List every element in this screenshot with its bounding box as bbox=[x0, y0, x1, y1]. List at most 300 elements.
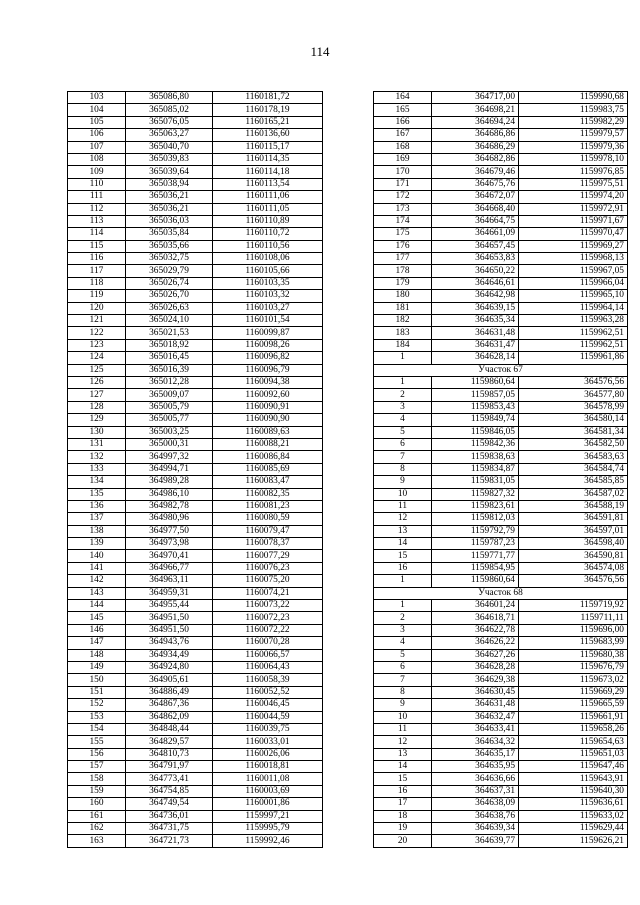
point-number: 137 bbox=[68, 513, 126, 525]
coordinate-x: 1159849,74 bbox=[432, 414, 519, 426]
point-number: 160 bbox=[68, 798, 126, 810]
table-row bbox=[68, 203, 323, 215]
coordinate-x: 365000,31 bbox=[126, 438, 213, 450]
point-number: 9 bbox=[374, 699, 432, 711]
coordinate-x: 364668,40 bbox=[432, 203, 519, 215]
coordinate-x: 365012,28 bbox=[126, 376, 213, 388]
point-number: 110 bbox=[68, 178, 126, 190]
table-row bbox=[374, 835, 628, 847]
section-header-row bbox=[374, 587, 628, 599]
table-row bbox=[374, 773, 628, 785]
coordinate-y: 1159990,68 bbox=[519, 92, 628, 104]
point-number: 139 bbox=[68, 538, 126, 550]
coordinate-x: 1159834,87 bbox=[432, 463, 519, 475]
point-number: 175 bbox=[374, 228, 432, 240]
coordinate-y: 364577,80 bbox=[519, 389, 628, 401]
point-number: 8 bbox=[374, 463, 432, 475]
table-row bbox=[68, 327, 323, 339]
point-number: 154 bbox=[68, 723, 126, 735]
point-number: 6 bbox=[374, 438, 432, 450]
point-number: 178 bbox=[374, 265, 432, 277]
table-row bbox=[374, 178, 628, 190]
coordinate-x: 365085,02 bbox=[126, 104, 213, 116]
coordinate-y: 1160072,22 bbox=[213, 624, 323, 636]
coordinate-x: 364966,77 bbox=[126, 562, 213, 574]
point-number: 13 bbox=[374, 748, 432, 760]
coordinate-y: 1160064,43 bbox=[213, 661, 323, 673]
point-number: 161 bbox=[68, 810, 126, 822]
coordinate-x: 364633,41 bbox=[432, 723, 519, 735]
coordinate-y: 1160115,17 bbox=[213, 141, 323, 153]
coordinate-y: 1160110,72 bbox=[213, 228, 323, 240]
table-row bbox=[374, 141, 628, 153]
coordinate-x: 364679,46 bbox=[432, 166, 519, 178]
coordinate-y: 1160039,75 bbox=[213, 723, 323, 735]
coordinate-x: 364639,34 bbox=[432, 823, 519, 835]
coordinate-x: 365024,10 bbox=[126, 315, 213, 327]
coordinate-y: 1160077,29 bbox=[213, 550, 323, 562]
table-row bbox=[68, 302, 323, 314]
point-number: 182 bbox=[374, 315, 432, 327]
coordinate-y: 1160003,69 bbox=[213, 785, 323, 797]
table-row bbox=[374, 661, 628, 673]
point-number: 127 bbox=[68, 389, 126, 401]
coordinate-x: 364650,22 bbox=[432, 265, 519, 277]
table-row bbox=[68, 426, 323, 438]
coordinate-x: 364657,45 bbox=[432, 240, 519, 252]
coordinate-y: 1160073,22 bbox=[213, 600, 323, 612]
point-number: 7 bbox=[374, 674, 432, 686]
table-row bbox=[68, 129, 323, 141]
coordinate-x: 364982,78 bbox=[126, 500, 213, 512]
coordinate-x: 364682,86 bbox=[432, 153, 519, 165]
point-number: 126 bbox=[68, 376, 126, 388]
table-row bbox=[374, 823, 628, 835]
coordinate-y: 1159971,67 bbox=[519, 215, 628, 227]
point-number: 123 bbox=[68, 339, 126, 351]
coordinate-x: 364628,14 bbox=[432, 352, 519, 364]
point-number: 15 bbox=[374, 550, 432, 562]
point-number: 121 bbox=[68, 315, 126, 327]
coordinate-x: 1159812,03 bbox=[432, 513, 519, 525]
coordinate-x: 365086,80 bbox=[126, 92, 213, 104]
coordinate-x: 1159823,61 bbox=[432, 500, 519, 512]
table-row bbox=[374, 711, 628, 723]
coordinate-x: 1159771,77 bbox=[432, 550, 519, 562]
coordinate-x: 365016,39 bbox=[126, 364, 213, 376]
point-number: 5 bbox=[374, 649, 432, 661]
coordinate-y: 1160072,23 bbox=[213, 612, 323, 624]
point-number: 112 bbox=[68, 203, 126, 215]
table-row bbox=[374, 191, 628, 203]
coordinate-x: 364867,36 bbox=[126, 699, 213, 711]
coordinate-x: 365035,66 bbox=[126, 240, 213, 252]
point-number: 164 bbox=[374, 92, 432, 104]
coordinate-y: 1159969,27 bbox=[519, 240, 628, 252]
point-number: 143 bbox=[68, 587, 126, 599]
point-number: 135 bbox=[68, 488, 126, 500]
coordinate-y: 364583,63 bbox=[519, 451, 628, 463]
coordinate-x: 364994,71 bbox=[126, 463, 213, 475]
point-number: 156 bbox=[68, 748, 126, 760]
table-row bbox=[374, 290, 628, 302]
coordinate-x: 364636,66 bbox=[432, 773, 519, 785]
coordinate-y: 364590,81 bbox=[519, 550, 628, 562]
table-row bbox=[68, 215, 323, 227]
coordinate-y: 1159962,51 bbox=[519, 327, 628, 339]
coordinate-x: 364622,78 bbox=[432, 624, 519, 636]
coordinate-x: 365005,79 bbox=[126, 401, 213, 413]
coordinate-x: 365005,77 bbox=[126, 414, 213, 426]
coordinate-x: 365029,79 bbox=[126, 265, 213, 277]
table-row bbox=[374, 104, 628, 116]
coordinate-x: 364773,41 bbox=[126, 773, 213, 785]
point-number: 122 bbox=[68, 327, 126, 339]
coordinate-x: 364639,15 bbox=[432, 302, 519, 314]
table-row bbox=[374, 253, 628, 265]
coordinate-y: 364576,56 bbox=[519, 575, 628, 587]
coordinate-y: 364581,34 bbox=[519, 426, 628, 438]
coordinate-x: 364637,31 bbox=[432, 785, 519, 797]
point-number: 105 bbox=[68, 116, 126, 128]
table-row bbox=[374, 352, 628, 364]
table-row bbox=[374, 513, 628, 525]
point-number: 3 bbox=[374, 401, 432, 413]
point-number: 167 bbox=[374, 129, 432, 141]
coordinate-y: 1159658,26 bbox=[519, 723, 628, 735]
coordinate-y: 1159974,20 bbox=[519, 191, 628, 203]
point-number: 181 bbox=[374, 302, 432, 314]
point-number: 1 bbox=[374, 600, 432, 612]
point-number: 107 bbox=[68, 141, 126, 153]
table-row bbox=[374, 339, 628, 351]
point-number: 142 bbox=[68, 575, 126, 587]
point-number: 145 bbox=[68, 612, 126, 624]
point-number: 177 bbox=[374, 253, 432, 265]
coordinate-y: 1160066,57 bbox=[213, 649, 323, 661]
point-number: 14 bbox=[374, 761, 432, 773]
coordinate-y: 1160114,18 bbox=[213, 166, 323, 178]
point-number: 117 bbox=[68, 265, 126, 277]
table-row bbox=[374, 550, 628, 562]
table-row bbox=[68, 376, 323, 388]
point-number: 152 bbox=[68, 699, 126, 711]
coordinate-x: 365026,74 bbox=[126, 277, 213, 289]
table-row bbox=[374, 785, 628, 797]
table-row bbox=[374, 414, 628, 426]
table-row bbox=[68, 723, 323, 735]
table-row bbox=[68, 661, 323, 673]
coordinate-y: 1160080,59 bbox=[213, 513, 323, 525]
coordinates-table-left bbox=[67, 91, 323, 848]
point-number: 12 bbox=[374, 513, 432, 525]
point-number: 19 bbox=[374, 823, 432, 835]
point-number: 11 bbox=[374, 723, 432, 735]
coordinate-y: 1160046,45 bbox=[213, 699, 323, 711]
coordinate-x: 364721,73 bbox=[126, 835, 213, 847]
point-number: 140 bbox=[68, 550, 126, 562]
table-row bbox=[68, 228, 323, 240]
coordinate-y: 1160094,38 bbox=[213, 376, 323, 388]
coordinate-y: 1160090,90 bbox=[213, 414, 323, 426]
table-row bbox=[68, 612, 323, 624]
point-number: 157 bbox=[68, 761, 126, 773]
coordinate-y: 1160108,06 bbox=[213, 253, 323, 265]
point-number: 125 bbox=[68, 364, 126, 376]
table-row bbox=[374, 228, 628, 240]
point-number: 179 bbox=[374, 277, 432, 289]
table-row bbox=[68, 104, 323, 116]
coordinate-x: 364635,34 bbox=[432, 315, 519, 327]
table-row bbox=[374, 488, 628, 500]
table-row bbox=[68, 92, 323, 104]
table-row bbox=[374, 302, 628, 314]
table-row bbox=[68, 699, 323, 711]
coordinate-y: 1159683,99 bbox=[519, 637, 628, 649]
coordinate-y: 1159975,51 bbox=[519, 178, 628, 190]
coordinate-y: 1159669,29 bbox=[519, 686, 628, 698]
point-number: 106 bbox=[68, 129, 126, 141]
coordinate-y: 1160089,63 bbox=[213, 426, 323, 438]
point-number: 119 bbox=[68, 290, 126, 302]
coordinate-x: 364977,50 bbox=[126, 525, 213, 537]
point-number: 1 bbox=[374, 376, 432, 388]
coordinate-x: 364886,49 bbox=[126, 686, 213, 698]
coordinate-x: 364686,86 bbox=[432, 129, 519, 141]
coordinate-y: 1159972,91 bbox=[519, 203, 628, 215]
coordinate-x: 364810,73 bbox=[126, 748, 213, 760]
coordinate-x: 364959,31 bbox=[126, 587, 213, 599]
point-number: 150 bbox=[68, 674, 126, 686]
point-number: 113 bbox=[68, 215, 126, 227]
coordinate-y: 1160101,54 bbox=[213, 315, 323, 327]
coordinate-y: 1159963,28 bbox=[519, 315, 628, 327]
coordinate-x: 364631,47 bbox=[432, 339, 519, 351]
point-number: 115 bbox=[68, 240, 126, 252]
point-number: 128 bbox=[68, 401, 126, 413]
table-row bbox=[374, 637, 628, 649]
coordinate-y: 1160058,39 bbox=[213, 674, 323, 686]
coordinate-x: 1159846,05 bbox=[432, 426, 519, 438]
coordinate-y: 364598,40 bbox=[519, 538, 628, 550]
point-number: 1 bbox=[374, 352, 432, 364]
point-number: 2 bbox=[374, 389, 432, 401]
table-row bbox=[68, 389, 323, 401]
table-row bbox=[374, 500, 628, 512]
coordinate-y: 1159680,38 bbox=[519, 649, 628, 661]
coordinate-x: 364997,32 bbox=[126, 451, 213, 463]
table-row bbox=[68, 166, 323, 178]
table-row bbox=[68, 550, 323, 562]
coordinate-x: 1159792,79 bbox=[432, 525, 519, 537]
point-number: 171 bbox=[374, 178, 432, 190]
coordinate-y: 1159636,61 bbox=[519, 798, 628, 810]
coordinate-x: 364631,48 bbox=[432, 327, 519, 339]
coordinate-x: 364989,28 bbox=[126, 476, 213, 488]
point-number: 103 bbox=[68, 92, 126, 104]
point-number: 172 bbox=[374, 191, 432, 203]
table-row bbox=[374, 761, 628, 773]
table-row bbox=[374, 203, 628, 215]
coordinate-x: 365026,70 bbox=[126, 290, 213, 302]
point-number: 9 bbox=[374, 476, 432, 488]
coordinate-x: 1159854,95 bbox=[432, 562, 519, 574]
coordinate-y: 364580,14 bbox=[519, 414, 628, 426]
point-number: 16 bbox=[374, 562, 432, 574]
point-number: 162 bbox=[68, 823, 126, 835]
coordinate-x: 365039,64 bbox=[126, 166, 213, 178]
coordinate-x: 365040,70 bbox=[126, 141, 213, 153]
table-row bbox=[68, 240, 323, 252]
section-header-row bbox=[374, 364, 628, 376]
table-row bbox=[68, 761, 323, 773]
point-number: 176 bbox=[374, 240, 432, 252]
coordinate-y: 1160096,82 bbox=[213, 352, 323, 364]
coordinate-y: 1160103,27 bbox=[213, 302, 323, 314]
point-number: 5 bbox=[374, 426, 432, 438]
coordinate-y: 1160085,69 bbox=[213, 463, 323, 475]
coordinate-x: 364905,61 bbox=[126, 674, 213, 686]
coordinate-y: 1160114,35 bbox=[213, 153, 323, 165]
coordinate-x: 364630,45 bbox=[432, 686, 519, 698]
coordinate-x: 364626,22 bbox=[432, 637, 519, 649]
coordinate-y: 1160070,28 bbox=[213, 637, 323, 649]
coordinate-x: 364986,10 bbox=[126, 488, 213, 500]
coordinate-x: 364731,75 bbox=[126, 823, 213, 835]
coordinate-x: 365003,25 bbox=[126, 426, 213, 438]
table-row bbox=[374, 562, 628, 574]
point-number: 158 bbox=[68, 773, 126, 785]
coordinate-y: 1159711,11 bbox=[519, 612, 628, 624]
point-number: 108 bbox=[68, 153, 126, 165]
table-row bbox=[68, 686, 323, 698]
coordinate-x: 364791,97 bbox=[126, 761, 213, 773]
coordinate-y: 364585,85 bbox=[519, 476, 628, 488]
coordinate-y: 1160088,21 bbox=[213, 438, 323, 450]
coordinates-table-right bbox=[373, 91, 628, 848]
coordinate-y: 1159976,85 bbox=[519, 166, 628, 178]
coordinate-y: 1160111,06 bbox=[213, 191, 323, 203]
table-row bbox=[68, 153, 323, 165]
point-number: 3 bbox=[374, 624, 432, 636]
point-number: 144 bbox=[68, 600, 126, 612]
point-number: 15 bbox=[374, 773, 432, 785]
point-number: 151 bbox=[68, 686, 126, 698]
table-row bbox=[68, 587, 323, 599]
coordinate-x: 364601,24 bbox=[432, 600, 519, 612]
coordinate-x: 1159860,64 bbox=[432, 376, 519, 388]
point-number: 118 bbox=[68, 277, 126, 289]
table-row bbox=[68, 277, 323, 289]
coordinate-x: 364646,61 bbox=[432, 277, 519, 289]
coordinate-x: 365021,53 bbox=[126, 327, 213, 339]
table-row bbox=[68, 500, 323, 512]
point-number: 133 bbox=[68, 463, 126, 475]
table-row bbox=[68, 835, 323, 847]
table-row bbox=[374, 129, 628, 141]
point-number: 174 bbox=[374, 215, 432, 227]
coordinate-y: 1159673,02 bbox=[519, 674, 628, 686]
coordinate-x: 364943,76 bbox=[126, 637, 213, 649]
table-row bbox=[374, 315, 628, 327]
coordinate-y: 1160079,47 bbox=[213, 525, 323, 537]
coordinate-y: 1159968,13 bbox=[519, 253, 628, 265]
table-row bbox=[68, 810, 323, 822]
table-row bbox=[374, 277, 628, 289]
coordinate-x: 364653,83 bbox=[432, 253, 519, 265]
coordinate-y: 1160074,21 bbox=[213, 587, 323, 599]
table-row bbox=[68, 178, 323, 190]
coordinate-y: 1159640,30 bbox=[519, 785, 628, 797]
table-row bbox=[374, 327, 628, 339]
point-number: 14 bbox=[374, 538, 432, 550]
coordinate-y: 1159633,02 bbox=[519, 810, 628, 822]
coordinate-y: 1159654,63 bbox=[519, 736, 628, 748]
table-row bbox=[68, 649, 323, 661]
coordinate-y: 1159643,91 bbox=[519, 773, 628, 785]
table-row bbox=[68, 674, 323, 686]
point-number: 166 bbox=[374, 116, 432, 128]
coordinate-x: 364694,24 bbox=[432, 116, 519, 128]
table-row bbox=[68, 798, 323, 810]
coordinate-x: 364970,41 bbox=[126, 550, 213, 562]
coordinate-x: 1159838,63 bbox=[432, 451, 519, 463]
coordinate-x: 365036,21 bbox=[126, 191, 213, 203]
coordinate-y: 1159629,44 bbox=[519, 823, 628, 835]
coordinate-x: 364749,54 bbox=[126, 798, 213, 810]
coordinate-y: 1159982,29 bbox=[519, 116, 628, 128]
coordinate-y: 1160026,06 bbox=[213, 748, 323, 760]
coordinate-x: 364848,44 bbox=[126, 723, 213, 735]
table-row bbox=[68, 401, 323, 413]
coordinate-y: 1160083,47 bbox=[213, 476, 323, 488]
point-number: 10 bbox=[374, 488, 432, 500]
coordinate-y: 1160075,20 bbox=[213, 575, 323, 587]
table-row bbox=[374, 810, 628, 822]
coordinate-y: 1160044,59 bbox=[213, 711, 323, 723]
table-row bbox=[68, 488, 323, 500]
table-row bbox=[374, 538, 628, 550]
coordinate-x: 364634,32 bbox=[432, 736, 519, 748]
coordinate-x: 364638,76 bbox=[432, 810, 519, 822]
coordinate-y: 364578,99 bbox=[519, 401, 628, 413]
coordinate-y: 364574,08 bbox=[519, 562, 628, 574]
table-row bbox=[68, 637, 323, 649]
table-row bbox=[374, 426, 628, 438]
point-number: 168 bbox=[374, 141, 432, 153]
point-number: 2 bbox=[374, 612, 432, 624]
coordinate-x: 364638,09 bbox=[432, 798, 519, 810]
coordinate-x: 364717,00 bbox=[432, 92, 519, 104]
coordinate-x: 364631,48 bbox=[432, 699, 519, 711]
table-row bbox=[374, 723, 628, 735]
table-row bbox=[68, 463, 323, 475]
point-number: 124 bbox=[68, 352, 126, 364]
table-row bbox=[374, 92, 628, 104]
point-number: 148 bbox=[68, 649, 126, 661]
coordinate-x: 365039,83 bbox=[126, 153, 213, 165]
point-number: 18 bbox=[374, 810, 432, 822]
coordinate-y: 1159983,75 bbox=[519, 104, 628, 116]
point-number: 163 bbox=[68, 835, 126, 847]
table-row bbox=[374, 736, 628, 748]
point-number: 8 bbox=[374, 686, 432, 698]
coordinate-x: 1159787,23 bbox=[432, 538, 519, 550]
table-row bbox=[374, 674, 628, 686]
coordinate-x: 364862,09 bbox=[126, 711, 213, 723]
table-row bbox=[374, 438, 628, 450]
point-number: 13 bbox=[374, 525, 432, 537]
